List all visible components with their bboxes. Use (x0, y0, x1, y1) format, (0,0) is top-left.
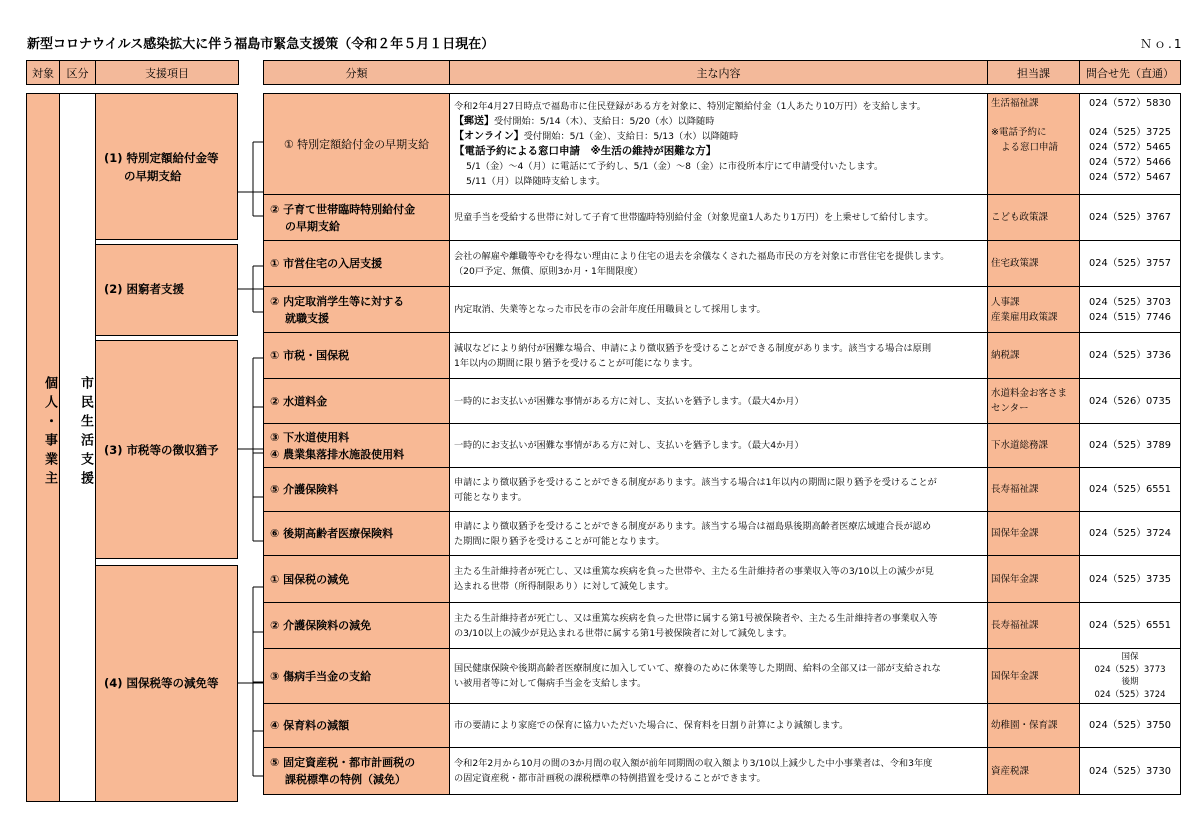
page-title: 新型コロナウイルス感染拡大に伴う福島市緊急支援策（令和２年５月１日現在） (27, 37, 495, 52)
contact-cell: 国保 024（525）3773 後期 024（525）3724 (1080, 649, 1181, 704)
department-cell: 長寿福祉課 (988, 468, 1080, 512)
category-cell: ② 介護保険料の減免 (264, 603, 450, 649)
table-row (264, 556, 1181, 603)
content-cell: 主たる生計維持者が死亡し、又は重篤な疾病を負った世帯や、主たる生計維持者の事業収入等の3/10以上の減少が見 込まれる世帯（所得制限あり）に対して減免します。 (450, 556, 988, 603)
contact-cell: 024（525）3750 (1080, 704, 1181, 748)
table-row (264, 94, 1181, 195)
contact-cell: 024（525）3757 (1080, 241, 1181, 287)
department-cell: 国保年金課 (988, 649, 1080, 704)
header-content: 主な内容 (450, 61, 988, 85)
department-cell: 下水道総務課 (988, 424, 1080, 468)
category-cell: ① 市税・国保税 (264, 333, 450, 379)
header-department: 担当課 (988, 61, 1080, 85)
contact-cell: 024（525）3730 (1080, 748, 1181, 795)
department-cell: 幼稚園・保育課 (988, 704, 1080, 748)
category-cell: ⑥ 後期高齢者医療保険料 (264, 512, 450, 556)
category-cell: ① 国保税の減免 (264, 556, 450, 603)
division-label: 市民生活支援 (78, 376, 93, 490)
content-cell: 申請により徴収猶予を受けることができる制度があります。該当する場合は福島県後期高齢者医療広域連合長が認め た期間に限り猶予を受けることが可能となります。 (450, 512, 988, 556)
category-cell: ③ 傷病手当金の支給 (264, 649, 450, 704)
contact-cell: 024（572）5830 024（525）3725 024（572）5465 024（572）5466 024（572）5467 (1080, 94, 1181, 195)
table-row (264, 195, 1181, 241)
department-cell: 住宅政策課 (988, 241, 1080, 287)
table-row (264, 379, 1181, 424)
header-division: 区分 (60, 61, 96, 85)
department-cell: こども政策課 (988, 195, 1080, 241)
category-cell: ④ 保育料の減額 (264, 704, 450, 748)
table-row (264, 287, 1181, 333)
contact-cell: 024（525）3767 (1080, 195, 1181, 241)
header-contact: 問合せ先（直通） (1080, 61, 1181, 85)
category-cell: ② 子育て世帯臨時特別給付金 の早期支給 (264, 195, 450, 241)
table-row (264, 512, 1181, 556)
table-row (264, 424, 1181, 468)
support-item-4-label: (4) 国保税等の減免等 (104, 676, 219, 690)
table-row (264, 468, 1181, 512)
content-cell: 令和2年4月27日時点で福島市に住民登録がある方を対象に、特別定額給付金（1人あたり10万円）を支給します。 【郵送】受付開始：5/14（木）、支給日：5/20（水）以降随時 【オンライン】受付開始：5/1（金）、支給日：5/13（水）以降随時 【電話予約による窓口申請 ※生活の維持が困難な方】 5/1（金）～4（月）に電話にて予約し、5/1（金）～8（金）に市役所本庁にて申請受付いたします。 5/11（月）以降随時支給します。 (450, 94, 988, 195)
header-target: 対象 (27, 61, 60, 85)
department-cell: 長寿福祉課 (988, 603, 1080, 649)
table-row (264, 333, 1181, 379)
table-row (264, 748, 1181, 795)
table-row (264, 241, 1181, 287)
support-item-3-label: (3) 市税等の徴収猶予 (104, 443, 219, 457)
department-cell: 人事課 産業雇用政策課 (988, 287, 1080, 333)
header-category: 分類 (264, 61, 450, 85)
contact-cell: 024（525）3703 024（515）7746 (1080, 287, 1181, 333)
contact-cell: 024（526）0735 (1080, 379, 1181, 424)
content-cell: 児童手当を受給する世帯に対して子育て世帯臨時特別給付金（対象児童1人あたり1万円）を上乗せして給付します。 (450, 195, 988, 241)
contact-cell: 024（525）3789 (1080, 424, 1181, 468)
content-cell: 主たる生計維持者が死亡し、又は重篤な疾病を負った世帯に属する第1号被保険者や、主たる生計維持者の事業収入等 の3/10以上の減少が見込まれる世帯に属する第1号被保険者に対して減免します。 (450, 603, 988, 649)
content-cell: 市の要請により家庭での保育に協力いただいた場合に、保育料を日割り計算により減額します。 (450, 704, 988, 748)
support-item-1-label: (1) 特別定額給付金等 (104, 151, 219, 165)
department-cell: 資産税課 (988, 748, 1080, 795)
department-cell: 国保年金課 (988, 512, 1080, 556)
content-cell: 一時的にお支払いが困難な事情がある方に対し、支払いを猶予します。（最大4か月） (450, 379, 988, 424)
contact-cell: 024（525）3736 (1080, 333, 1181, 379)
content-cell: 令和2年2月から10月の間の3か月間の収入額が前年同期間の収入額より3/10以上減少した中小事業者は、令和3年度 の固定資産税・都市計画税の課税標準の特例措置を受けることができます。 (450, 748, 988, 795)
contact-cell: 024（525）6551 (1080, 603, 1181, 649)
category-cell: ① 特別定額給付金の早期支給 (264, 94, 450, 195)
table-row (264, 649, 1181, 704)
support-item-2-label: (2) 困窮者支援 (104, 282, 185, 296)
department-cell: 国保年金課 (988, 556, 1080, 603)
category-cell: ② 水道料金 (264, 379, 450, 424)
content-cell: 申請により徴収猶予を受けることができる制度があります。該当する場合は1年以内の期間に限り猶予を受けることが 可能となります。 (450, 468, 988, 512)
support-item-1-label-2: の早期支給 (124, 169, 182, 183)
category-cell: ⑤ 固定資産税・都市計画税の 課税標準の特例（減免） (264, 748, 450, 795)
content-cell: 内定取消、失業等となった市民を市の会計年度任用職員として採用します。 (450, 287, 988, 333)
contact-cell: 024（525）3735 (1080, 556, 1181, 603)
target-label: 個人・事業主 (42, 376, 57, 490)
department-cell: 生活福祉課 ※電話予約に よる窓口申請 (988, 94, 1080, 195)
contact-cell: 024（525）6551 (1080, 468, 1181, 512)
category-cell: ② 内定取消学生等に対する 就職支援 (264, 287, 450, 333)
category-cell: ③ 下水道使用料 ④ 農業集落排水施設使用料 (264, 424, 450, 468)
department-cell: 納税課 (988, 333, 1080, 379)
content-cell: 会社の解雇や離職等やむを得ない理由により住宅の退去を余儀なくされた福島市民の方を対象に市営住宅を提供します。 （20戸予定、無償、原則3か月・1年間限度） (450, 241, 988, 287)
content-cell: 国民健康保険や後期高齢者医療制度に加入していて、療養のために休業等した期間、給料の全部又は一部が支給されな い被用者等に対して傷病手当金を支給します。 (450, 649, 988, 704)
table-row (264, 704, 1181, 748)
contact-cell: 024（525）3724 (1080, 512, 1181, 556)
category-cell: ① 市営住宅の入居支援 (264, 241, 450, 287)
content-cell: 減収などにより納付が困難な場合、申請により徴収猶予を受けることができる制度があります。該当する場合は原則 1年以内の期間に限り猶予を受けることが可能になります。 (450, 333, 988, 379)
support-table (263, 93, 1181, 795)
content-cell: 一時的にお支払いが困難な事情がある方に対し、支払いを猶予します。（最大4か月） (450, 424, 988, 468)
header-support-item: 支援項目 (96, 61, 239, 85)
category-cell: ⑤ 介護保険料 (264, 468, 450, 512)
table-row (264, 603, 1181, 649)
department-cell: 水道料金お客さま センター (988, 379, 1080, 424)
page-number: Ｎｏ.1 (1140, 37, 1184, 51)
